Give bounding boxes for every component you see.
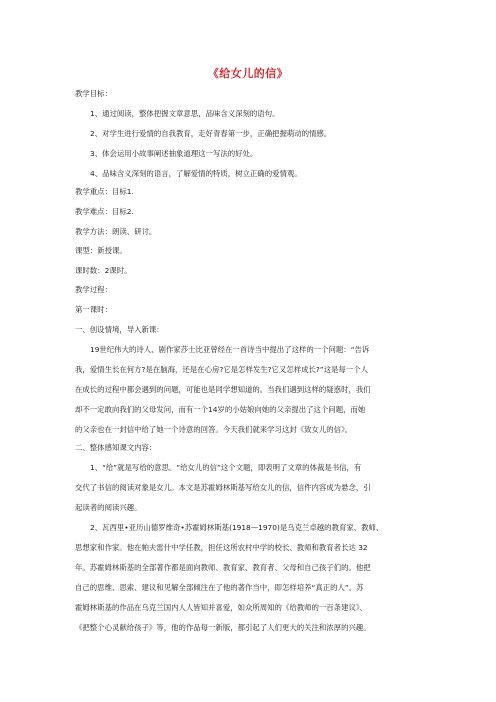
text-line: 我，爱情生长在何方?是在脑海，还是在心房?它是怎样发生?它又怎样成长?”这是每一个人 [75, 365, 368, 374]
text-line: 交代了书信的阅读对象是女儿。本文是苏霍姆林斯基写给女儿的信，信件内容成为悬念，引 [75, 483, 371, 492]
text-line: 1、通过阅读，整体把握文章意思，品味含义深刻的语句。 [90, 109, 280, 118]
text-line: 自己的思维、思索、建议和见解全部倾注在了他的著作当中，即怎样培养“真正的人”。苏 [75, 583, 364, 592]
document-title: 《给女儿的信》 [207, 67, 289, 80]
text-line: 教学重点：目标1. [75, 187, 134, 196]
text-line: 教学过程： [75, 285, 112, 294]
text-line: 19世纪伟大的诗人、剧作家莎士比亚曾经在一首诗当中提出了这样的一个问题：“告诉 [90, 345, 370, 354]
text-line: 在成长的过程中都会遇到的问题，可能也是同学想知道的。当我们遇到这样的疑惑时，我们 [75, 385, 371, 394]
text-line: 的父亲也在一封信中给了她一个诗意的回答。今天我们就来学习这封《致女儿的信》。 [75, 425, 353, 434]
text-line: 二、整体感知课文内容： [75, 443, 157, 452]
text-line: 2、瓦西里•亚历山德罗维奇•苏霍姆林斯基(1918—1970)是乌克兰卓越的教育家、教师、 [90, 523, 384, 532]
text-line: 2、对学生进行爱情的自我教育，走好青春第一步，正确把握萌动的情感。 [90, 129, 332, 138]
text-line: 霍姆林斯基的作品在乌克兰国内人人皆知并喜爱，如众所周知的《给教师的一百条建议》、 [75, 603, 367, 612]
text-line: 4、品味含义深刻的语言，了解爱情的特质，树立正确的爱情观。 [90, 169, 302, 178]
text-line: 教学目标： [75, 89, 112, 98]
text-line: 教学难点：目标2. [75, 207, 134, 216]
text-line: 课型：新授课。 [75, 246, 127, 255]
text-line: 一、创设情境，导入新课： [75, 325, 164, 334]
text-line: 年。苏霍姆林斯基的全部著作都是面向教师、教育家、教育者、父母和自己孩子们的。他把 [75, 563, 371, 572]
text-line: 第一课时： [75, 305, 112, 314]
text-line: 思想家和作家。他在帕夫雷什中学任教，担任这所农村中学的校长、教师和教育者长达 32 [75, 543, 368, 552]
text-line: 课时数：2课时。 [75, 266, 132, 275]
text-line: 却不一定敢向我们的父母发问，而有一个14岁的小姑娘向她的父亲提出了这个问题，而她 [75, 405, 366, 414]
text-line: 《把整个心灵献给孩子》等，他的作品每一新版，都引起了人们更大的关注和浓厚的兴趣。 [75, 623, 371, 632]
text-line: 3、体会运用小故事阐述抽象道理这一写法的好处。 [90, 149, 258, 158]
text-line: 教学方法：朗读、研讨。 [75, 227, 157, 236]
text-line: 起读者的阅读兴趣。 [75, 503, 142, 512]
text-line: 1、“给”就是写给的意思。“给女儿的信”这个文题，即表明了文章的体裁是书信，有 [90, 463, 362, 472]
